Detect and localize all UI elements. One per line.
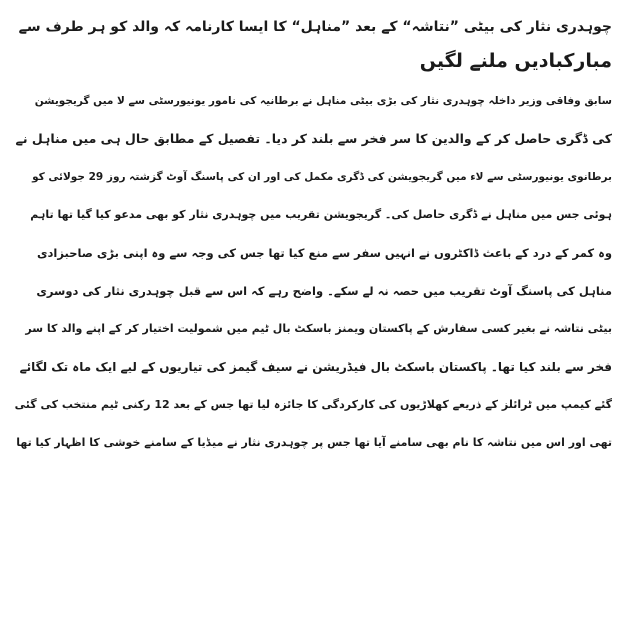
article-line: گئے کیمپ میں ٹرائلز کے ذریعے کھلاڑیوں کی کارکردگی کا جائزہ لیا تھا جس کے بعد 12 رکنی ٹیم منتخب کی گئی	[14, 398, 612, 411]
article-line: ہوئی جس میں مناہل نے ڈگری حاصل کی۔ گریجویشن تقریب میں چوہدری نثار کو بھی مدعو کیا گیا تھا تاہم	[30, 208, 612, 221]
article-line: فخر سے بلند کیا تھا۔ پاکستان باسکٹ بال فیڈریشن نے سیف گیمز کی تیاریوں کے لیے ایک ماہ تک لگائے	[19, 360, 612, 374]
article-line: کی ڈگری حاصل کر کے والدین کا سر فخر سے بلند کر دیا۔ تفصیل کے مطابق حال ہی میں مناہل نے	[15, 131, 612, 146]
headline-line: مبارکبادیں ملنے لگیں	[419, 50, 612, 72]
article-line: سابق وفاقی وزیر داخلہ چوہدری نثار کی بڑی بیٹی مناہل نے برطانیہ کی نامور یونیورسٹی سے لا میں گریجویشن	[34, 95, 612, 107]
article-line: برطانوی یونیورسٹی سے لاء میں گریجویشن کی ڈگری مکمل کی اور ان کی پاسنگ آوٹ گزشتہ روز 29 جولائی کو	[32, 171, 612, 183]
article-line: مناہل کی پاسنگ آوٹ تقریب میں حصہ نہ لے سکے۔ واضح رہے کہ اس سے قبل چوہدری نثار کی دوسری	[36, 284, 612, 298]
article-headline	[14, 10, 612, 78]
article-line: بیٹی نتاشہ نے بغیر کسی سفارش کے پاکستان ویمنز باسکٹ بال ٹیم میں شمولیت اختیار کر کے اپنے والد کا سر	[25, 322, 612, 335]
article-line: تھی اور اس میں نتاشہ کا نام بھی سامنے آیا تھا جس پر چوہدری نثار نے میڈیا کے سامنے خوشی کا اظہار کیا تھا	[16, 436, 612, 449]
article-body	[14, 82, 612, 462]
article-line: وہ کمر کے درد کے باعث ڈاکٹروں نے انہیں سفر سے منع کیا تھا جس کی وجہ سے وہ اپنی بڑی صاحبزادی	[36, 246, 612, 260]
headline-line: چوہدری نثار کی بیٹی ”نتاشہ“ کے بعد ”مناہل“ کا ایسا کارنامہ کہ والد کو ہر طرف سے	[18, 19, 612, 35]
